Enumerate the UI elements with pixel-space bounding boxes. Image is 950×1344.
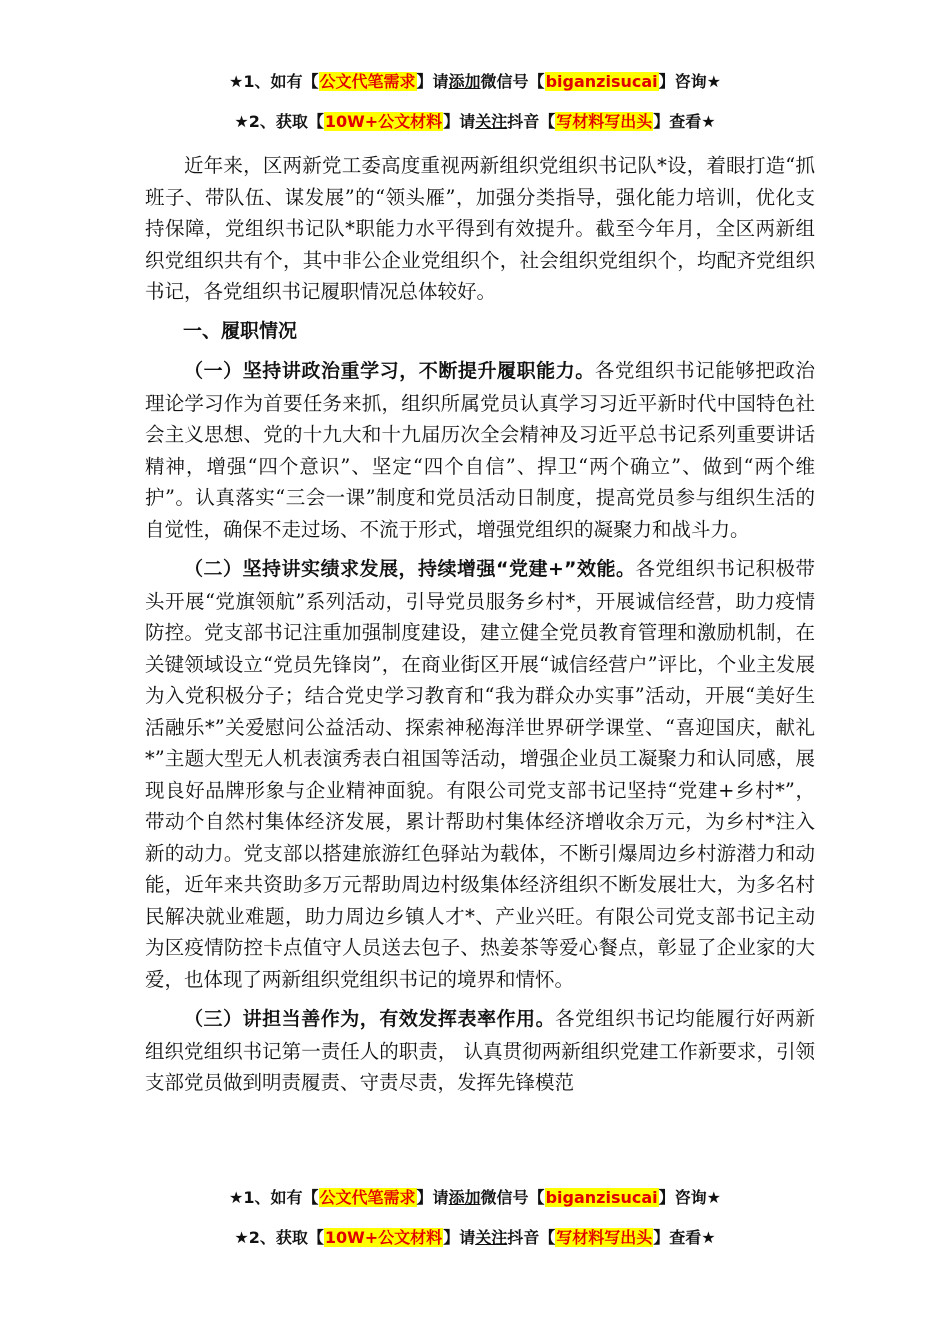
paragraph-2 — [145, 553, 815, 995]
paragraph-lead: （三）讲担当善作为，有效发挥表率作用。 — [184, 1008, 556, 1030]
banner-highlight: 公文代笔需求 — [319, 1188, 416, 1207]
banner-highlight: 10W+公文材料 — [324, 1228, 443, 1247]
banner-text: 】查看★ — [653, 1228, 716, 1247]
banner-highlight: biganzisucai — [545, 72, 658, 91]
banner-text: ★2、获取【 — [234, 1228, 324, 1247]
footer-banner-line-2 — [0, 1226, 950, 1250]
banner-highlight: 写材料写出头 — [556, 1228, 653, 1247]
banner-highlight: 10W+公文材料 — [324, 112, 443, 131]
banner-text: 】请 — [443, 1228, 476, 1247]
banner-text: ★1、如有【 — [229, 72, 319, 91]
banner-highlight: biganzisucai — [545, 1188, 658, 1207]
banner-text: 】咨询★ — [658, 72, 721, 91]
paragraph-text: 各党组织书记均能履行好两新组织党组织书记第一责任人的职责， 认真贯彻两新组织党建工作新要求，引领支部党员做到明责履责、守责尽责，发挥先锋模范 — [145, 1007, 815, 1094]
header-banner-line-2 — [0, 110, 950, 134]
banner-text: 】请 — [416, 72, 449, 91]
paragraph-lead: （二）坚持讲实绩求发展，持续增强“党建+”效能。 — [184, 558, 636, 580]
banner-text: 】请 — [443, 112, 476, 131]
paragraph-1 — [145, 355, 815, 545]
banner-text: 抖音【 — [507, 112, 556, 131]
paragraph-3 — [145, 1003, 815, 1099]
banner-text: 】请 — [416, 1188, 449, 1207]
paragraph-text: 各党组织书记能够把政治理论学习作为首要任务来抓，组织所属党员认真学习习近平新时代中国特色社会主义思想、党的十九大和十九届历次全会精神及习近平总书记系列重要讲话精神，增强“四个意识”、坚定“四个自信”、捍卫“两个确立”、做到“两个维护”。认真落实“三会一课”制度和党员活动日制度，提高党员参与组织生活的自觉性，确保不走过场、不流于形式，增强党组织的凝聚力和战斗力。 — [145, 359, 815, 541]
footer-banner-line-1 — [0, 1186, 950, 1210]
document-body — [145, 150, 815, 1107]
banner-highlight: 公文代笔需求 — [319, 72, 416, 91]
banner-underline: 添加 — [448, 72, 481, 91]
banner-text: 抖音【 — [507, 1228, 556, 1247]
banner-text: 】咨询★ — [658, 1188, 721, 1207]
banner-text: 微信号【 — [480, 72, 545, 91]
paragraph-text: 各党组织书记积极带头开展“党旗领航”系列活动，引导党员服务乡村*，开展诚信经营，助力疫情防控。党支部书记注重加强制度建设，建立健全党员教育管理和激励机制，在关键领域设立“党员先锋岗”，在商业街区开展“诚信经营户”评比，个业主发展为入党积极分子；结合党史学习教育和“我为群众办实事”活动，开展“美好生活融乐*”关爱慰问公益活动、探索神秘海洋世界研学课堂、“喜迎国庆，献礼*”主题大型无人机表演秀表白祖国等活动，增强企业员工凝聚力和认同感，展现良好品牌形象与企业精神面貌。有限公司党支部书记坚持“党建+乡村*”，带动个自然村集体经济发展，累计帮助村集体经济增收余万元，为乡村*注入新的动力。党支部以搭建旅游红色驿站为载体，不断引爆周边乡村游潜力和动能，近年来共资助多万元帮助周边村级集体经济组织不断发展壮大，为多名村民解决就业难题，助力周边乡镇人才*、产业兴旺。有限公司党支部书记主动为区疫情防控卡点值守人员送去包子、热姜茶等爱心餐点，彰显了企业家的大爱，也体现了两新组织党组织书记的境界和情怀。 — [145, 557, 815, 991]
banner-text: ★1、如有【 — [229, 1188, 319, 1207]
header-banner-line-1 — [0, 70, 950, 94]
banner-text: ★2、获取【 — [234, 112, 324, 131]
intro-paragraph: 近年来，区两新党工委高度重视两新组织党组织书记队*设，着眼打造“抓班子、带队伍、谋发展”的“领头雁”，加强分类指导，强化能力培训，优化支持保障，党组织书记队*职能力水平得到有效提升。截至今年月，全区两新组织党组织共有个，其中非公企业党组织个，社会组织党组织个，均配齐党组织书记，各党组织书记履职情况总体较好。 — [145, 154, 815, 303]
paragraph-lead: （一）坚持讲政治重学习，不断提升履职能力。 — [184, 360, 595, 382]
banner-underline: 添加 — [448, 1188, 481, 1207]
section-heading: 一、履职情况 — [183, 319, 298, 342]
banner-highlight: 写材料写出头 — [556, 112, 653, 131]
banner-underline: 关注 — [475, 112, 508, 131]
banner-text: 微信号【 — [480, 1188, 545, 1207]
banner-text: 】查看★ — [653, 112, 716, 131]
banner-underline: 关注 — [475, 1228, 508, 1247]
